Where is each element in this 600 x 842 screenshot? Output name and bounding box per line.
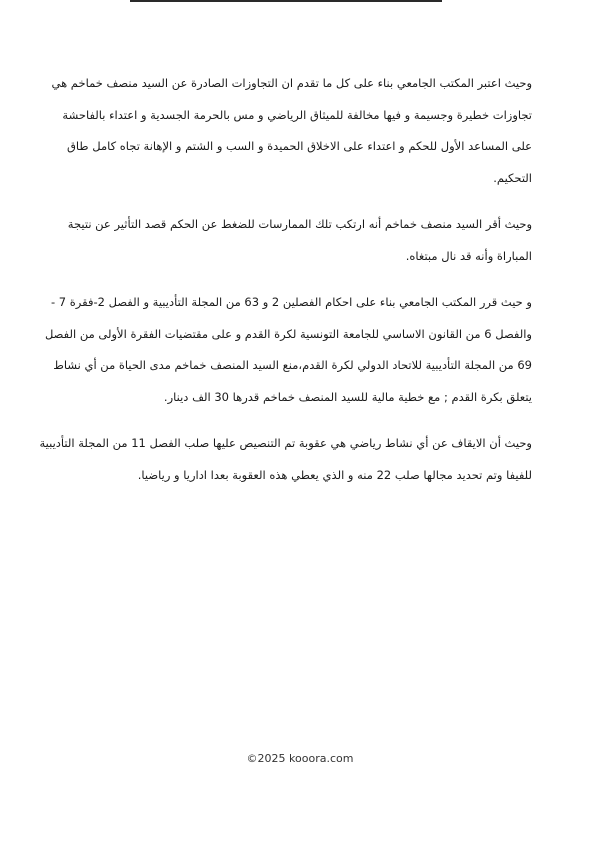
text-line: و حيث قرر المكتب الجامعي بناء على احكام الفصلين 2 و 63 من المجلة التأديبية و الفصل 2-فقرة 7 - xyxy=(50,295,532,309)
paragraph-2 xyxy=(67,209,532,272)
paragraph-3 xyxy=(44,287,532,413)
top-divider xyxy=(130,0,442,2)
document-body xyxy=(39,68,532,506)
text-line: المباراة وأنه قد نال مبتغاه. xyxy=(405,248,532,263)
text-line: التحكيم. xyxy=(493,170,532,185)
text-line: وحيث أقر السيد منصف خماخم أنه ارتكب تلك الممارسات للضغط عن الحكم قصد التأثير عن نتيجة xyxy=(67,217,532,231)
text-line: يتعلق بكرة القدم ; مع خطية مالية للسيد المنصف خماخم قدرها 30 الف دينار. xyxy=(163,389,532,404)
text-line: للفيفا وتم تحديد مجالها صلب 22 منه و الذي يعطي هذه العقوبة بعدا اداريا و رياضيا. xyxy=(137,467,532,482)
copyright-footer: ©2025 kooora.com xyxy=(246,752,354,765)
text-line: وحيث أن الايقاف عن أي نشاط رياضي هي عقوبة تم التنصيص عليها صلب الفصل 11 من المجلة التأديبية xyxy=(39,436,532,450)
paragraph-4 xyxy=(39,428,532,491)
text-line: والفصل 6 من القانون الاساسي للجامعة التونسية لكرة القدم و على مقتضيات الفقرة الأولى من الفصل xyxy=(44,326,532,341)
text-line: على المساعد الأول للحكم و اعتداء على الاخلاق الحميدة و السب و الشتم و الإهانة تجاه كامل طاق xyxy=(67,139,532,153)
paragraph-1 xyxy=(51,68,532,194)
text-line: 69 من المجلة التأديبية للاتحاد الدولي لكرة القدم،منع السيد المنصف خماخم مدى الحياة من أي نشاط xyxy=(53,358,532,372)
text-line: وحيث اعتبر المكتب الجامعي بناء على كل ما تقدم ان التجاوزات الصادرة عن السيد منصف خماخم هي xyxy=(51,76,532,90)
text-line: تجاوزات خطيرة وجسيمة و فيها مخالفة للميثاق الرياضي و مس بالحرمة الجسدية و اعتداء بالفاحشة xyxy=(62,107,532,122)
